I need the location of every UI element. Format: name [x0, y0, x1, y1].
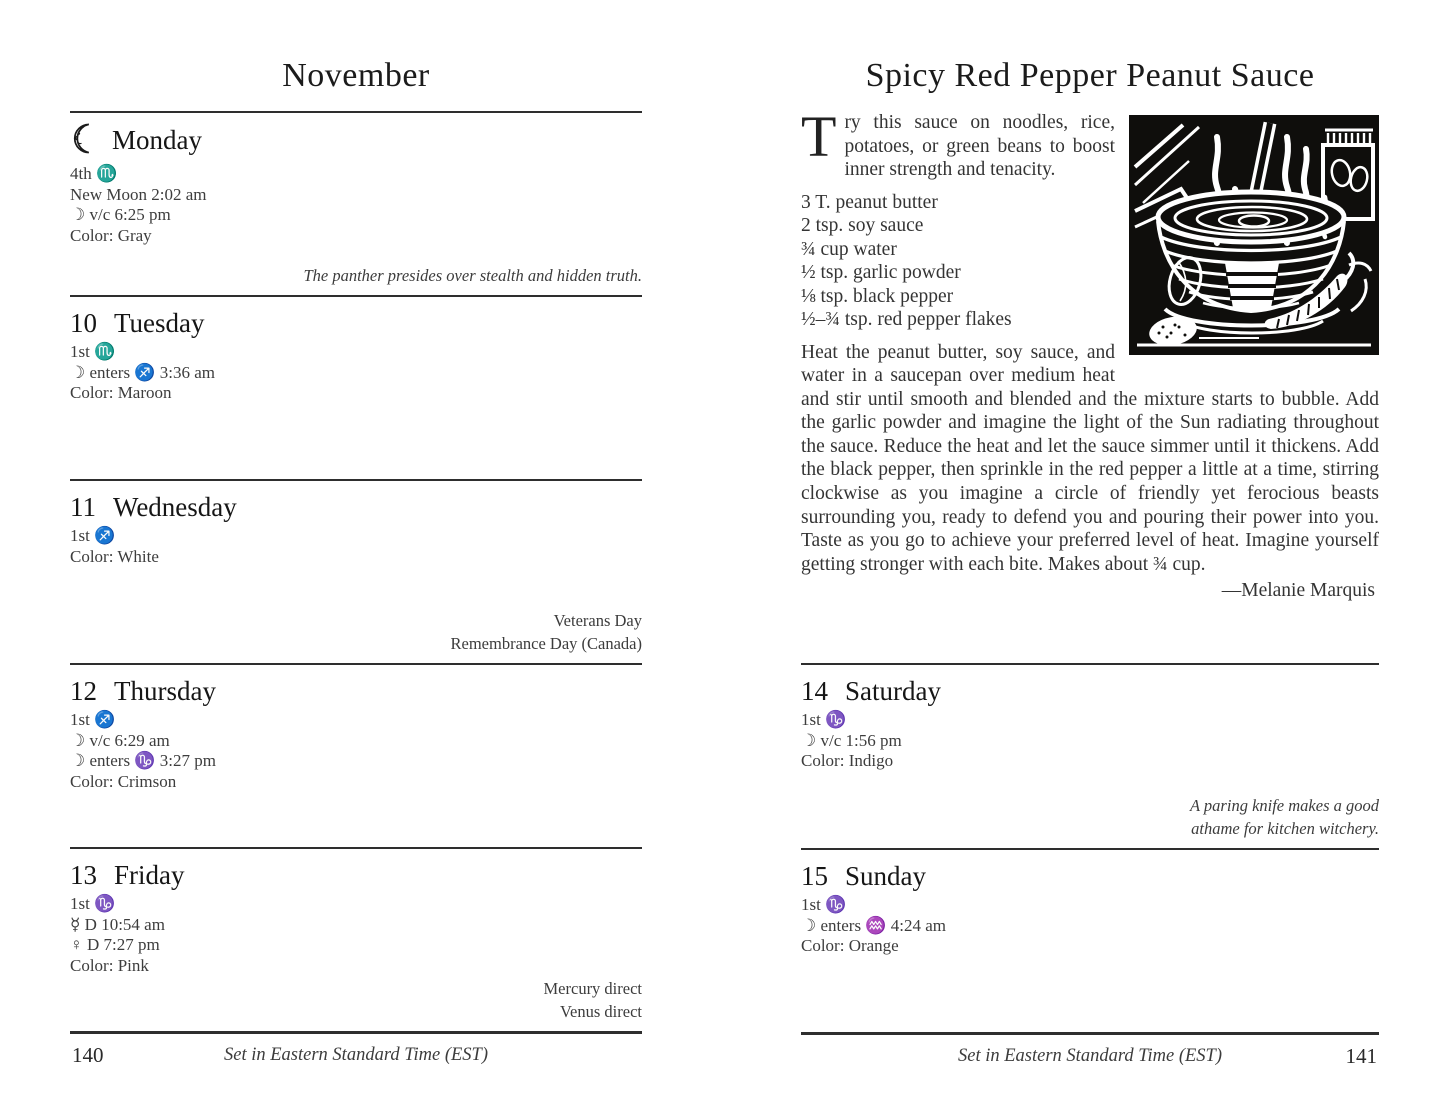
day-name: Tuesday [114, 308, 205, 338]
woodcut-sauce-bowl-illustration [1129, 115, 1379, 355]
right-page-footer [801, 1032, 1379, 1081]
day-entry-sunday [801, 848, 1379, 1032]
page-number: 141 [1345, 1044, 1377, 1068]
recipe-title: Spicy Red Pepper Peanut Sauce [865, 57, 1315, 94]
day-date: 11 [70, 492, 96, 522]
month-title: November [70, 55, 642, 113]
day-header [70, 491, 642, 523]
timezone-note: Set in Eastern Standard Time (EST) [958, 1046, 1222, 1066]
day-name: Friday [114, 860, 185, 890]
day-entry-thursday [70, 665, 642, 849]
day-entry-wednesday [70, 481, 642, 665]
quote-line: A paring knife makes a good [1190, 796, 1379, 815]
detail-line: 4th ♏ [70, 164, 118, 183]
day-holidays [451, 609, 643, 655]
day-astro-details [70, 526, 642, 567]
detail-line: ☽ v/c 6:25 pm [70, 205, 171, 224]
ingredient-item: ½ tsp. garlic powder [801, 262, 961, 283]
ingredient-item: 3 T. peanut butter [801, 191, 938, 213]
day-header [70, 123, 642, 161]
day-date: 10 [70, 308, 97, 338]
day-astro-details [801, 710, 1379, 772]
detail-line: Color: Crimson [70, 771, 177, 791]
detail-line: Color: Indigo [801, 751, 894, 770]
holiday-line: Mercury direct [543, 979, 642, 998]
detail-line: ☽ v/c 1:56 pm [801, 730, 902, 750]
day-name: Wednesday [113, 492, 237, 522]
day-astro-details [70, 894, 642, 976]
quote-line: The panther presides over stealth and hidden truth. [303, 266, 642, 285]
drop-cap: T [801, 111, 837, 169]
day-name: Saturday [845, 676, 941, 706]
detail-line: Color: Maroon [70, 383, 172, 402]
detail-line: 1st ♐ [70, 526, 116, 545]
day-astro-details [70, 342, 642, 404]
ingredient-item: ¾ cup water [801, 238, 897, 260]
quote-line: athame for kitchen witchery. [1191, 819, 1379, 838]
day-name: Sunday [845, 861, 926, 891]
detail-line: New Moon 2:02 am [70, 184, 207, 204]
intro-text: ry this sauce on noodles, rice, potatoes, or green beans to boost inner strength and tenacity. [844, 112, 1115, 180]
detail-line: Color: White [70, 546, 159, 566]
day-name: Monday [112, 125, 202, 155]
new-moon-face-icon [70, 123, 96, 161]
day-header [70, 859, 642, 891]
day-holidays [544, 977, 643, 1023]
detail-line: 1st ♑ [801, 710, 847, 729]
day-astro-details [70, 710, 642, 792]
recipe-attribution: —Melanie Marquis [1221, 580, 1375, 602]
day-entry-monday [70, 113, 642, 297]
left-page-footer [70, 1031, 642, 1080]
day-header [801, 860, 1379, 892]
detail-line: 1st ♏ [70, 342, 116, 361]
day-date: 15 [801, 861, 828, 891]
detail-line: ☽ enters ♑ 3:27 pm [70, 751, 216, 770]
detail-line: 1st ♐ [70, 710, 116, 729]
day-astro-details [801, 895, 1379, 957]
recipe-instructions: Heat the peanut butter, soy sauce, and water in a saucepan over medium heat and stir until smooth and blended and the mixture starts to bubble. Add the garlic powder and imagine the light of the Sun radiating throughout the sauce. Reduce the heat and let the sauce simmer until it thickens. Add the black pepper, then sprinkle in the red pepper a little at a time, stirring clockwise as you imagine a circle of friendly yet ferocious beasts surrounding you, ready to defend you and pouring their power into you. Taste as you go to achieve your preferred level of heat. Imagine yourself getting stronger with each bite. Makes about ¾ cup. [801, 341, 1379, 575]
day-quote [1190, 794, 1379, 840]
day-entry-friday [70, 849, 642, 1031]
detail-line: ♀ D 7:27 pm [70, 935, 160, 954]
detail-line: Color: Gray [70, 225, 152, 245]
detail-line: ☽ enters ♒ 4:24 am [801, 915, 946, 935]
day-header [801, 675, 1379, 707]
detail-line: Color: Pink [70, 955, 149, 975]
holiday-line: Remembrance Day (Canada) [450, 634, 642, 653]
day-date: 12 [70, 676, 97, 706]
detail-line: 1st ♑ [801, 895, 847, 914]
left-page [70, 55, 642, 1080]
ingredient-item: ⅛ tsp. black pepper [801, 285, 954, 307]
timezone-note: Set in Eastern Standard Time (EST) [224, 1045, 488, 1065]
day-header [70, 675, 642, 707]
right-page [801, 55, 1379, 1081]
day-name: Thursday [114, 676, 216, 706]
day-date: 14 [801, 676, 828, 706]
page-number: 140 [72, 1043, 104, 1067]
holiday-line: Venus direct [559, 1002, 642, 1021]
detail-line: ☽ v/c 6:29 am [70, 730, 170, 750]
day-date: 13 [70, 860, 97, 890]
day-entry-tuesday [70, 297, 642, 481]
detail-line: Color: Orange [801, 936, 899, 955]
detail-line: ☽ enters ♐ 3:36 am [70, 362, 215, 382]
detail-line: 1st ♑ [70, 894, 116, 913]
day-quote [303, 264, 642, 287]
day-header [70, 307, 642, 339]
ingredient-item: 2 tsp. soy sauce [801, 215, 924, 236]
detail-line: ☿ D 10:54 am [70, 914, 165, 934]
day-entry-saturday [801, 663, 1379, 848]
day-astro-details [70, 164, 642, 246]
recipe-block [801, 111, 1379, 663]
holiday-line: Veterans Day [553, 611, 642, 630]
ingredient-item: ½–¾ tsp. red pepper flakes [801, 309, 1012, 330]
